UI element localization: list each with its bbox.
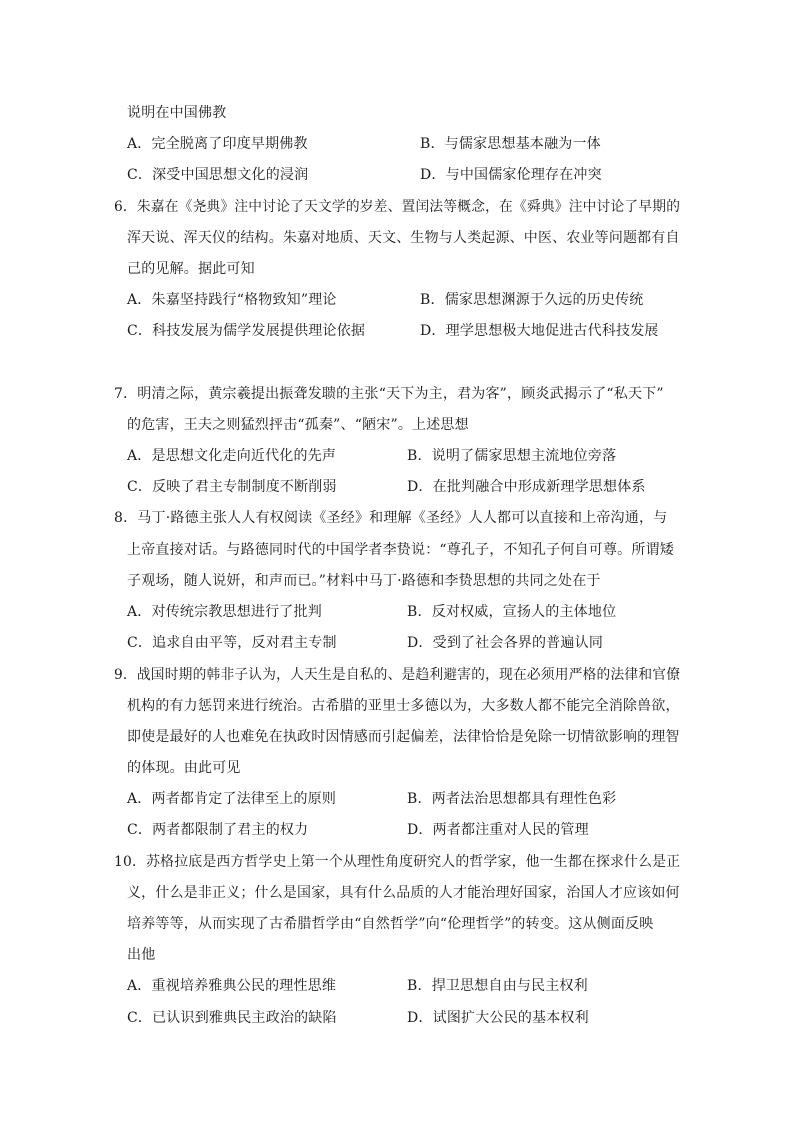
q7-option-a: A．是思想文化走向近代化的先声 (127, 448, 337, 464)
q10-stem-line1: 10．苏格拉底是西方哲学史上第一个从理性角度研究人的哲学家，他一生都在探求什么是正 (114, 854, 681, 870)
q10-option-d: D．试图扩大公民的基本权利 (407, 1010, 589, 1026)
q9-stem-line3: 即使是最好的人也难免在执政时因情感而引起偏差，法律恰恰是免除一切情欲影响的理智 (127, 729, 680, 745)
q6-option-d: D．理学思想极大地促进古代科技发展 (420, 323, 659, 339)
q5-option-a: A．完全脱离了印度早期佛教 (127, 136, 308, 152)
q10-stem-line4: 出他 (127, 947, 156, 963)
q7-option-c: C．反映了君主专制制度不断削弱 (127, 479, 337, 495)
q6-option-c: C．科技发展为儒学发展提供理论依据 (127, 323, 366, 339)
q5-option-d: D．与中国儒家伦理存在冲突 (420, 167, 602, 183)
q10-option-c: C．已认识到雅典民主政治的缺陷 (127, 1010, 337, 1026)
q10-option-a: A．重视培养雅典公民的理性思维 (127, 978, 337, 994)
q9-option-c: C．两者都限制了君主的权力 (127, 822, 309, 838)
q10-option-b: B．捍卫思想自由与民主权利 (407, 978, 588, 994)
q9-stem-line2: 机构的有力惩罚来进行统治。古希腊的亚里士多德以为，大多数人都不能完全消除兽欲， (127, 698, 680, 714)
q9-option-b: B．两者法治思想都具有理性色彩 (407, 791, 617, 807)
q8-option-c: C．追求自由平等，反对君主专制 (127, 635, 337, 651)
q7-option-b: B．说明了儒家思想主流地位旁落 (407, 448, 617, 464)
q9-option-a: A．两者都肯定了法律至上的原则 (127, 791, 337, 807)
q5-option-b: B．与儒家思想基本融为一体 (420, 136, 601, 152)
q6-stem-line2: 浑天说、浑天仪的结构。朱嘉对地质、天文、生物与人类起源、中医、农业等问题都有自 (127, 230, 680, 246)
q8-stem-line3: 子观场，随人说妍，和声而已。”材料中马丁·路德和李贽思想的共同之处在于 (127, 573, 601, 589)
q7-option-d: D．在批判融合中形成新理学思想体系 (407, 479, 646, 495)
q6-option-a: A．朱嘉坚持践行“格物致知”理论 (127, 292, 337, 308)
q6-stem-line1: 6．朱嘉在《尧典》注中讨论了天文学的岁差、置闰法等概念，在《舜典》注中讨论了早期的 (114, 199, 681, 215)
q6-option-b: B．儒家思想渊源于久远的历史传统 (420, 292, 644, 308)
q7-stem-line1: 7．明清之际，黄宗羲提出振聋发聩的主张“天下为主，君为客”，顾炎武揭示了“私天下” (114, 386, 664, 402)
q8-option-d: D．受到了社会各界的普遍认同 (407, 635, 604, 651)
q5-option-c: C．深受中国思想文化的浸润 (127, 167, 309, 183)
q10-stem-line3: 培养等等，从而实现了古希腊哲学由“自然哲学”向“伦理哲学”的转变。这从侧面反映 (127, 916, 654, 932)
q9-option-d: D．两者都注重对人民的管理 (407, 822, 589, 838)
q7-stem-line2: 的危害，王夫之则猛烈抨击“孤秦”、“陋宋”。上述思想 (127, 417, 469, 433)
q8-stem-line2: 上帝直接对话。与路德同时代的中国学者李贽说：“尊孔子，不知孔子何自可尊。所谓矮 (127, 542, 674, 558)
q5-stem-tail: 说明在中国佛教 (127, 105, 227, 121)
q8-option-a: A．对传统宗教思想进行了批判 (127, 604, 322, 620)
q6-stem-line3: 己的见解。据此可知 (127, 261, 255, 277)
q8-option-b: B．反对权威，宣扬人的主体地位 (407, 604, 617, 620)
q9-stem-line1: 9．战国时期的韩非子认为，人天生是自私的、是趋利避害的，现在必须用严格的法律和官僚 (114, 667, 681, 683)
q9-stem-line4: 的体现。由此可见 (127, 760, 241, 776)
q8-stem-line1: 8．马丁·路德主张人人有权阅读《圣经》和理解《圣经》人人都可以直接和上帝沟通，与 (114, 510, 668, 526)
q10-stem-line2: 义，什么是非正义；什么是国家，具有什么品质的人才能治理好国家，治国人才应该如何 (127, 885, 680, 901)
